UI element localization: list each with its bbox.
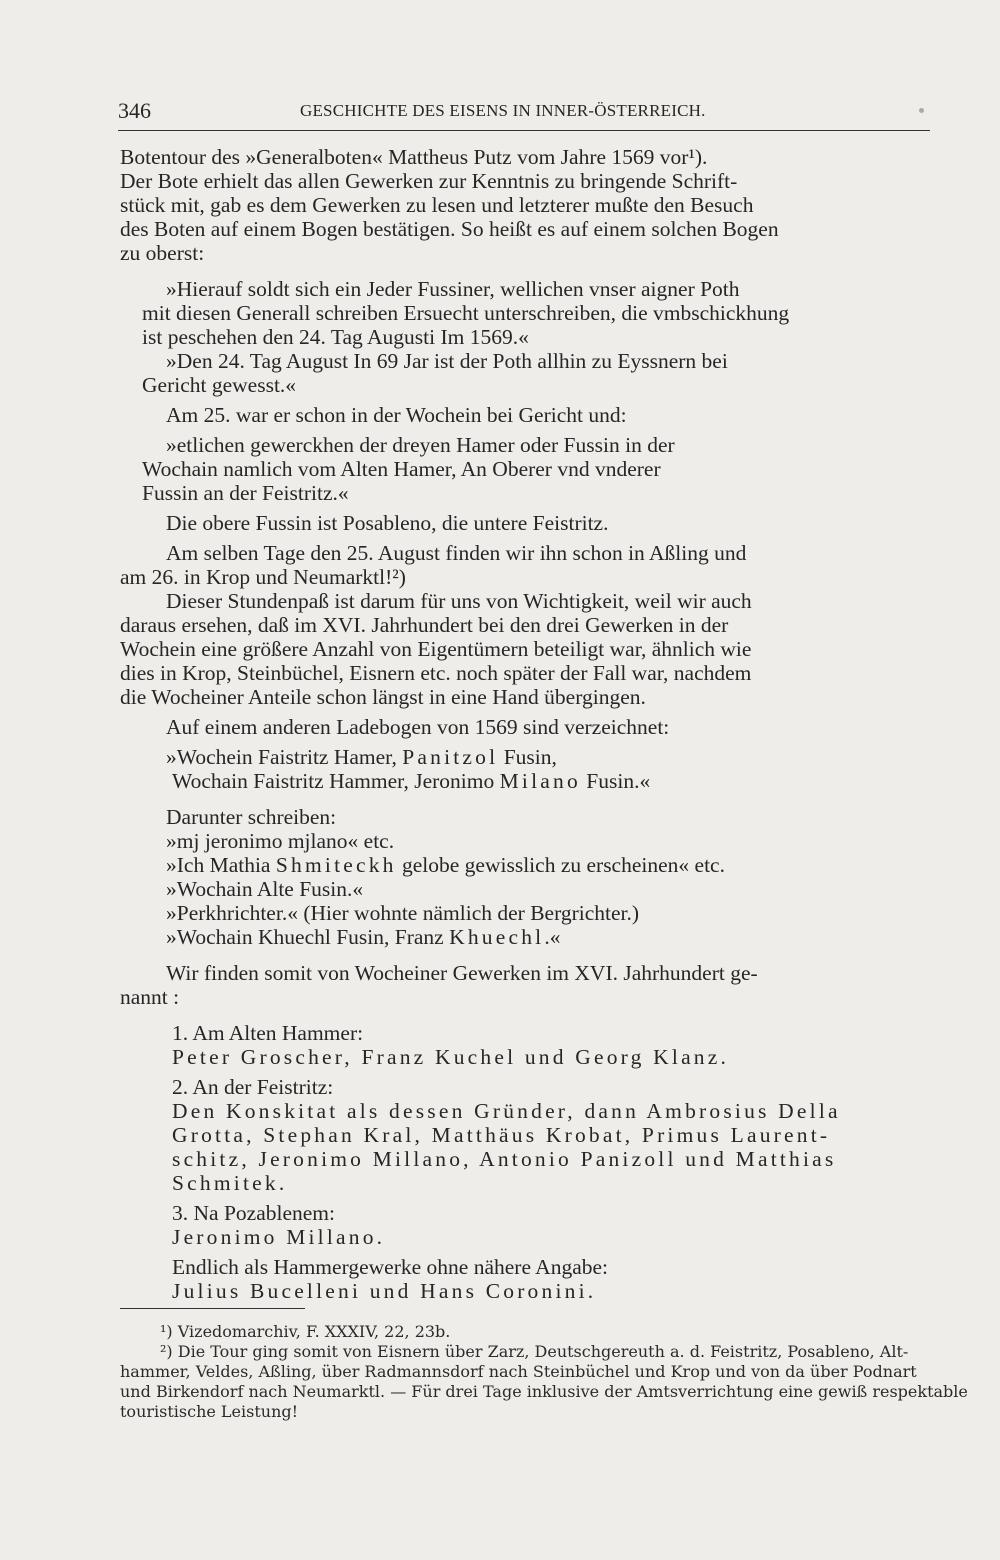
body-line: Der Bote erhielt das allen Gewerken zur Kenntnis zu bringende Schrift- [120, 169, 738, 193]
header-dot [919, 108, 924, 113]
list-names: Grotta, Stephan Kral, Matthäus Krobat, Primus Laurent- [172, 1123, 831, 1147]
spaced-name: Khuechl [449, 925, 545, 949]
quote-text: »Ich Mathia [166, 853, 276, 877]
footnote-2-line: hammer, Veldes, Aßling, über Radmannsdorf nach Steinbüchel und Krop und von da über Podnart [120, 1362, 917, 1381]
quote-line: »Hierauf soldt sich ein Jeder Fussiner, wellichen vnser aigner Poth [166, 277, 740, 301]
body-line: Am 25. war er schon in der Wochein bei Gericht und: [166, 403, 627, 427]
list-heading: Endlich als Hammergewerke ohne nähere Angabe: [172, 1255, 609, 1279]
list-heading: 2. An der Feistritz: [172, 1075, 334, 1099]
quote-line: »mj jeronimo mjlano« etc. [166, 829, 395, 853]
quote-line [166, 745, 557, 769]
quote-line [172, 769, 650, 793]
footnote-1: ¹) Vizedomarchiv, F. XXXIV, 22, 23b. [160, 1322, 451, 1341]
body-line: Wir finden somit von Wocheiner Gewerken im XVI. Jahrhundert ge- [166, 961, 758, 985]
quote-line: Gericht gewesst.« [142, 373, 297, 397]
quote-line [166, 925, 560, 949]
footnote-2-line: touristische Leistung! [120, 1402, 299, 1421]
list-names: schitz, Jeronimo Millano, Antonio Panizoll und Matthias [172, 1147, 837, 1171]
quote-line: »Den 24. Tag August In 69 Jar ist der Poth allhin zu Eyssnern bei [166, 349, 728, 373]
page-header [118, 96, 930, 131]
footnote-2: ²) Die Tour ging somit von Eisnern über Zarz, Deutschgereuth a. d. Feistritz, Posableno, Alt- [160, 1342, 909, 1361]
running-title: GESCHICHTE DES EISENS IN INNER-ÖSTERREICH. [300, 101, 706, 120]
list-names: Jeronimo Millano. [172, 1225, 386, 1249]
body-line: dies in Krop, Steinbüchel, Eisnern etc. noch später der Fall war, nachdem [120, 661, 752, 685]
body-line: Darunter schreiben: [166, 805, 337, 829]
page-number: 346 [118, 98, 151, 123]
spaced-name: Panitzol [402, 745, 499, 769]
list-names: Julius Bucelleni und Hans Coronini. [172, 1279, 597, 1303]
list-names: Schmitek. [172, 1171, 288, 1195]
quote-line: mit diesen Generall schreiben Ersuecht unterschreiben, die vmbschickhung [142, 301, 790, 325]
body-line: Am selben Tage den 25. August finden wir ihn schon in Aßling und [166, 541, 747, 565]
body-line: des Boten auf einem Bogen bestätigen. So heißt es auf einem solchen Bogen [120, 217, 779, 241]
body-line: stück mit, gab es dem Gewerken zu lesen und letzterer mußte den Besuch [120, 193, 754, 217]
spaced-name: Shmiteckh [275, 853, 397, 877]
quote-line: Wochain namlich vom Alten Hamer, An Oberer vnd vnderer [142, 457, 661, 481]
quote-text: gelobe gewisslich zu erscheinen« etc. [396, 853, 725, 877]
footnote-2-line: und Birkendorf nach Neumarktl. — Für drei Tage inklusive der Amtsverrichtung eine gewiß respektable [120, 1382, 968, 1401]
quote-line: ist peschehen den 24. Tag Augusti Im 1569.« [142, 325, 529, 349]
body-line: Dieser Stundenpaß ist darum für uns von Wichtigkeit, weil wir auch [166, 589, 752, 613]
body-line: Wochein eine größere Anzahl von Eigentümern beteiligt war, ähnlich wie [120, 637, 752, 661]
quote-line: »Perkhrichter.« (Hier wohnte nämlich der Bergrichter.) [166, 901, 640, 925]
body-line: nannt : [120, 985, 180, 1009]
quote-text: .« [544, 925, 561, 949]
quote-text: »Wochein Faistritz Hamer, [166, 745, 403, 769]
quote-text: Fusin, [498, 745, 557, 769]
quote-line [166, 853, 725, 877]
quote-line: »Wochain Alte Fusin.« [166, 877, 364, 901]
body-line: die Wocheiner Anteile schon längst in eine Hand übergingen. [120, 685, 646, 709]
list-heading: 3. Na Pozablenem: [172, 1201, 335, 1225]
footnote-rule [120, 1308, 305, 1309]
quote-text: Wochain Faistritz Hammer, Jeronimo [172, 769, 500, 793]
list-names: Peter Groscher, Franz Kuchel und Georg Klanz. [172, 1045, 730, 1069]
list-names: Den Konskitat als dessen Gründer, dann Ambrosius Della [172, 1099, 841, 1123]
body-line: Die obere Fussin ist Posableno, die untere Feistritz. [166, 511, 609, 535]
body-line: zu oberst: [120, 241, 205, 265]
quote-text: Fusin.« [580, 769, 651, 793]
quote-text: »Wochain Khuechl Fusin, Franz [166, 925, 450, 949]
list-heading: 1. Am Alten Hammer: [172, 1021, 364, 1045]
quote-line: Fussin an der Feistritz.« [142, 481, 349, 505]
body-line: Auf einem anderen Ladebogen von 1569 sind verzeichnet: [166, 715, 670, 739]
body-line: daraus ersehen, daß im XVI. Jahrhundert bei den drei Gewerken in der [120, 613, 729, 637]
body-line: Botentour des »Generalboten« Mattheus Putz vom Jahre 1569 vor¹). [120, 145, 708, 169]
quote-line: »etlichen gewerckhen der dreyen Hamer oder Fussin in der [166, 433, 675, 457]
spaced-name: Milano [499, 769, 581, 793]
body-line: am 26. in Krop und Neumarktl!²) [120, 565, 406, 589]
